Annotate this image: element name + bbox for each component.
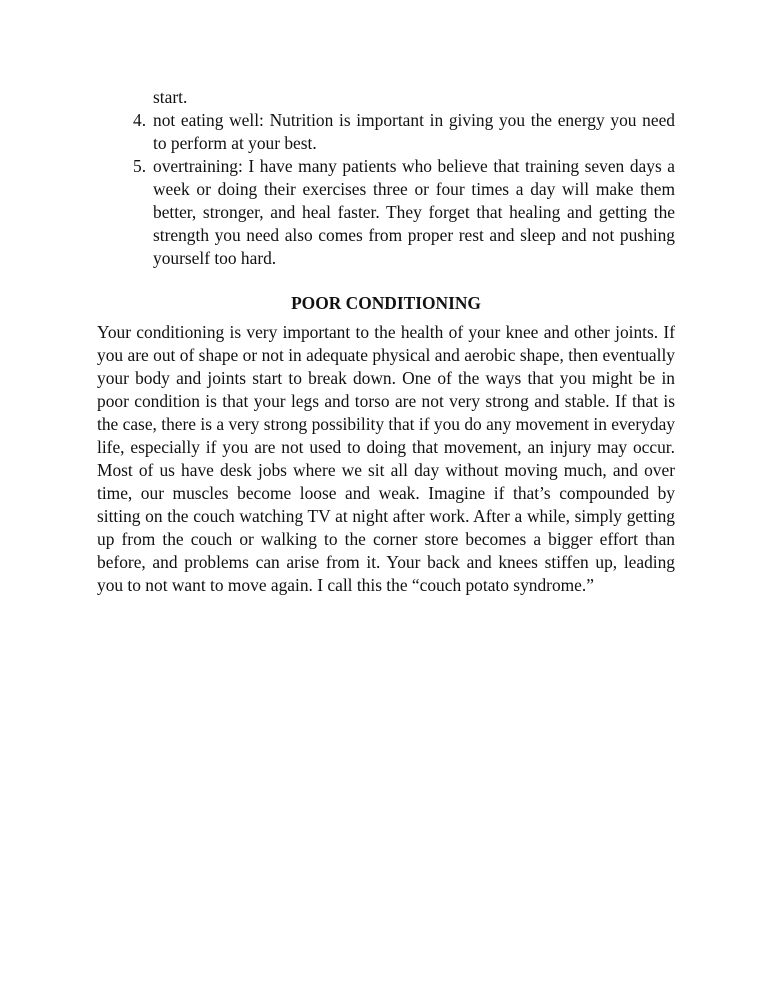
list-item-number: 5. <box>133 156 147 176</box>
list-item-text: overtraining: I have many patients who believe that training seven days a week or doing their exercises three or four times a day will make them better, stronger, and heal faster. They forget that healing and getting the strength you need also comes from proper rest and sleep and not pushing yourself too hard. <box>153 156 675 268</box>
list-item-text: not eating well: Nutrition is important in giving you the energy you need to perform at your best. <box>153 110 675 153</box>
section-heading: POOR CONDITIONING <box>291 293 481 313</box>
list-item <box>97 155 675 270</box>
list-item-number: 4. <box>133 110 147 130</box>
document-page <box>97 86 675 597</box>
numbered-list <box>97 109 675 270</box>
list-item <box>97 109 675 155</box>
body-paragraph: Your conditioning is very important to the health of your knee and other joints. If you are out of shape or not in adequate physical and aerobic shape, then eventually your body and joints start to break down. One of the ways that you might be in poor condition is that your legs and torso are not very strong and stable. If that is the case, there is a very strong possibility that if you do any movement in everyday life, especially if you are not used to doing that movement, an injury may occur. Most of us have desk jobs where we sit all day without moving much, and over time, our muscles become loose and weak. Imagine if that’s compounded by sitting on the couch watching TV at night after work. After a while, simply getting up from the couch or walking to the corner store becomes a bigger effort than before, and problems can arise from it. Your back and knees stiffen up, leading you to not want to move again. I call this the “couch potato syndrome.” <box>97 322 675 595</box>
list-item-continuation: start. <box>153 87 188 107</box>
